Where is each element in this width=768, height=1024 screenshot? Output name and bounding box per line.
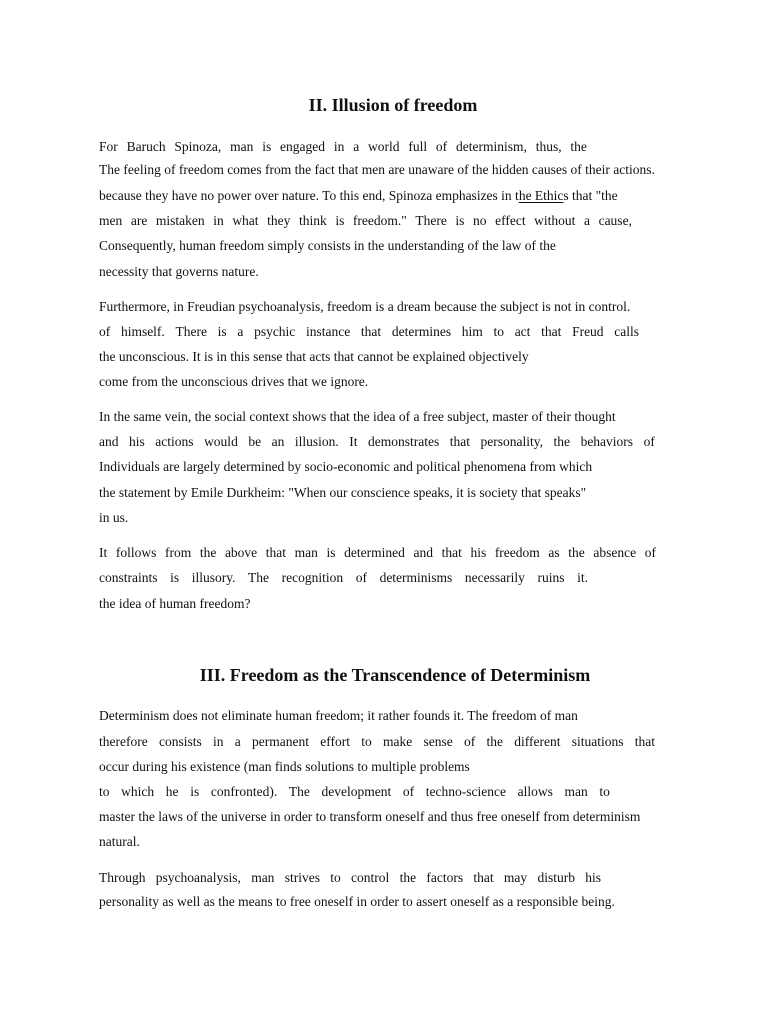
text-line: Determinism does not eliminate human freedom; it rather founds it. The freedom of man xyxy=(99,708,578,723)
text-line: natural. xyxy=(99,834,140,849)
text-line: master the laws of the universe in order to transform oneself and thus free oneself from determinism xyxy=(99,809,641,824)
text-line: Furthermore, in Freudian psychoanalysis, freedom is a dream because the subject is not in control. xyxy=(99,299,631,314)
text-line: occur during his existence (man finds solutions to multiple problems xyxy=(99,759,470,774)
text-line: of himself. There is a psychic instance that determines him to act that Freud calls xyxy=(99,324,639,339)
text-line: therefore consists in a permanent effort to make sense of the different situations that xyxy=(99,734,655,749)
text-line: come from the unconscious drives that we ignore. xyxy=(99,374,369,389)
text-line: necessity that governs nature. xyxy=(99,264,259,279)
text-line: For Baruch Spinoza, man is engaged in a world full of determinism, thus, the xyxy=(99,139,587,154)
text-line: Consequently, human freedom simply consists in the understanding of the law of the xyxy=(99,238,556,253)
text-line: the statement by Emile Durkheim: "When our conscience speaks, it is society that speaks" xyxy=(99,485,587,500)
section-heading-illusion-of-freedom: II. Illusion of freedom xyxy=(308,95,478,115)
text-line: personality as well as the means to free oneself in order to assert oneself as a responsible being. xyxy=(99,894,615,909)
section-heading-freedom-transcendence: III. Freedom as the Transcendence of Determinism xyxy=(199,665,591,685)
text-line: because they have no power over nature. To this end, Spinoza emphasizes in the Ethics that "the xyxy=(99,188,618,203)
text-line: men are mistaken in what they think is freedom." There is no effect without a cause, xyxy=(99,213,632,228)
text-line: In the same vein, the social context shows that the idea of a free subject, master of their thought xyxy=(99,409,616,424)
text-line: constraints is illusory. The recognition of determinisms necessarily ruins it. xyxy=(99,570,588,585)
text-line: Through psychoanalysis, man strives to control the factors that may disturb his xyxy=(99,870,601,885)
text-line: in us. xyxy=(99,510,129,525)
ethics-link[interactable]: he Ethic xyxy=(518,188,564,203)
text-line: the idea of human freedom? xyxy=(99,596,251,611)
text-line: to which he is confronted). The development of techno-science allows man to xyxy=(99,784,610,799)
text-line: and his actions would be an illusion. It demonstrates that personality, the behaviors of xyxy=(99,434,655,449)
text-line: the unconscious. It is in this sense that acts that cannot be explained objectively xyxy=(99,349,529,364)
text-line: The feeling of freedom comes from the fact that men are unaware of the hidden causes of their actions. xyxy=(99,162,655,177)
text-line: It follows from the above that man is determined and that his freedom as the absence of xyxy=(99,545,656,560)
text-line: Individuals are largely determined by socio-economic and political phenomena from which xyxy=(99,459,593,474)
